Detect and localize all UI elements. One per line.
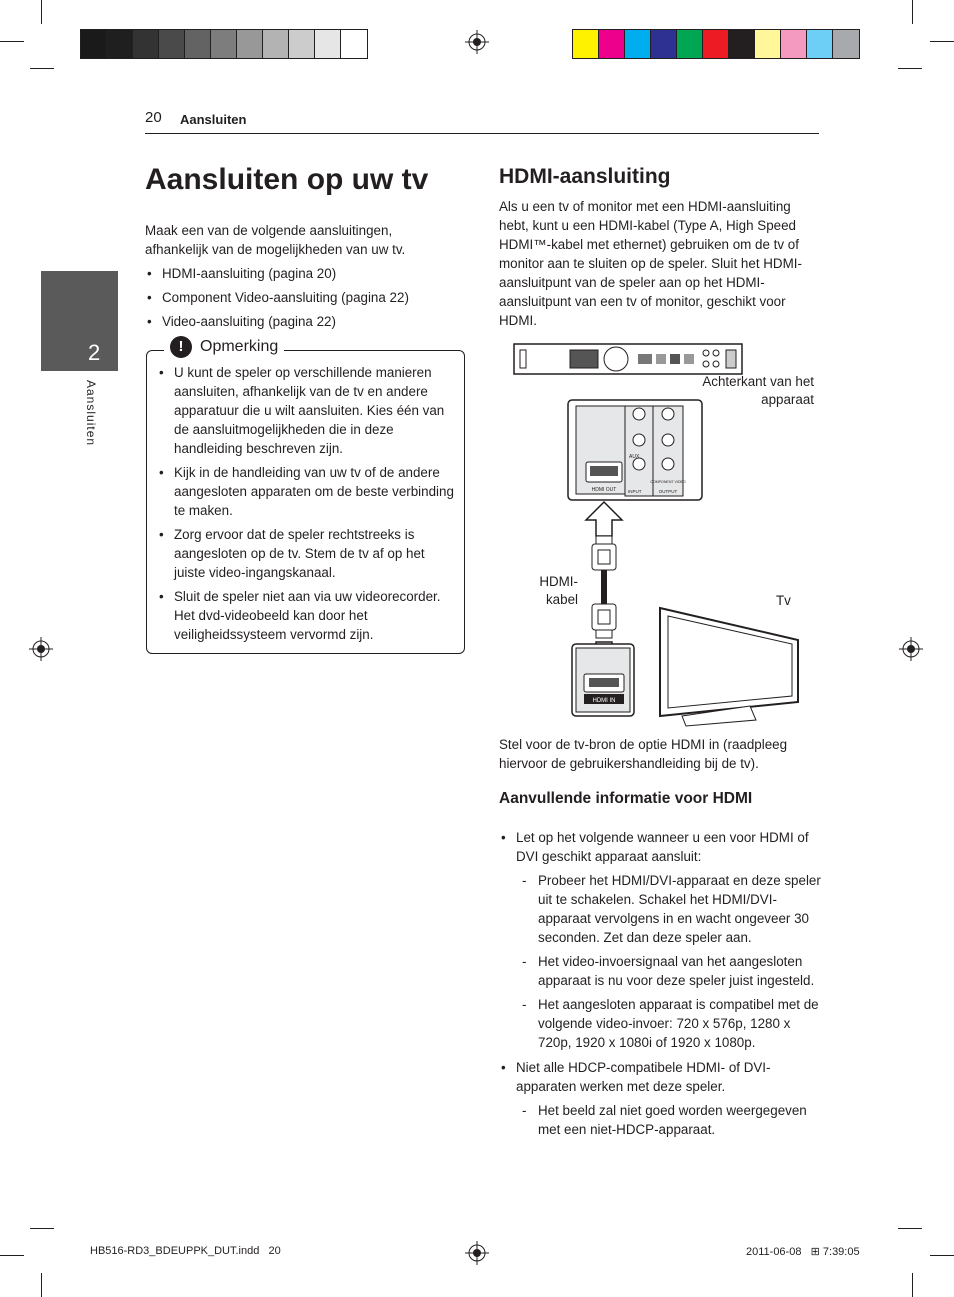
sub-item: - Het video-invoersignaal van het aangesloten apparaat is nu voor deze speler juist ingesteld. <box>516 952 821 990</box>
connection-list <box>145 264 445 331</box>
sub-item: - Het beeld zal niet goed worden weergegeven met een niet-HDCP-apparaat. <box>516 1101 821 1139</box>
list-item <box>499 1058 821 1139</box>
footer-filename: HB516-RD3_BDEUPPK_DUT.indd 20 <box>90 1245 281 1257</box>
up-arrow-icon <box>586 502 622 536</box>
sub-list <box>516 871 821 1052</box>
sub-item: - Het aangesloten apparaat is compatibel met de volgende video-invoer: 720 x 576p, 1280 x 720p, 1920 x 1080i of 1920 x 1080p. <box>516 995 821 1052</box>
color-calibration-bar <box>572 29 860 59</box>
sub-item: - Probeer het HDMI/DVI-apparaat en deze speler uit te schakelen. Schakel het HDMI/DVI-apparaat vervolgens in en wacht ongeveer 30 seconden. Zet dan deze speler aan. <box>516 871 821 947</box>
list-item-text: Niet alle HDCP-compatibele HDMI- of DVI-apparaten werken met deze speler. <box>516 1060 771 1094</box>
crop-mark <box>30 1228 54 1229</box>
chapter-number: 2 <box>88 340 101 365</box>
crop-mark <box>41 0 42 24</box>
crop-mark <box>30 68 54 69</box>
color-swatch <box>651 30 677 58</box>
crop-mark <box>898 1228 922 1229</box>
hdmi-info-list <box>499 828 821 1145</box>
list-item: • Video-aansluiting (pagina 22) <box>145 312 445 331</box>
registration-mark-icon <box>465 30 489 54</box>
color-swatch <box>107 30 133 58</box>
note-title: Opmerking <box>200 338 279 355</box>
color-swatch <box>833 30 859 58</box>
tv-icon <box>660 608 798 716</box>
crop-mark <box>0 1255 24 1256</box>
color-swatch <box>81 30 107 58</box>
note-header <box>164 336 284 358</box>
color-swatch <box>599 30 625 58</box>
cable-plug-bottom <box>592 604 616 630</box>
color-swatch <box>755 30 781 58</box>
crop-mark <box>912 1273 913 1297</box>
color-swatch <box>781 30 807 58</box>
crop-mark <box>930 41 954 42</box>
color-swatch <box>185 30 211 58</box>
crop-mark <box>912 0 913 24</box>
component-label: COMPONENT VIDEO <box>650 480 686 484</box>
registration-mark-icon <box>465 1241 489 1265</box>
crop-mark <box>41 1273 42 1297</box>
color-swatch <box>315 30 341 58</box>
registration-mark-icon <box>899 637 923 661</box>
aux-label: AUX <box>629 454 640 460</box>
color-swatch <box>729 30 755 58</box>
cable-label: HDMI-kabel <box>539 574 578 607</box>
header-rule <box>145 133 819 134</box>
chapter-label: Aansluiten <box>84 380 98 447</box>
color-swatch <box>289 30 315 58</box>
tv-label: Tv <box>776 593 791 608</box>
hdmi-in-label: HDMI IN <box>592 698 616 704</box>
footer-date: 2011-06-08 ⊞ 7:39:05 <box>746 1246 860 1258</box>
color-swatch <box>625 30 651 58</box>
exclamation-icon: ! <box>170 336 192 358</box>
tv-source-text: Stel voor de tv-bron de optie HDMI in (raadpleeg hiervoor de gebruikershandleiding bij de tv). <box>499 737 788 771</box>
note-item: • Kijk in de handleiding van uw tv of de andere aangesloten apparaten om de beste verbinding te maken. <box>157 463 457 520</box>
crop-mark <box>930 1255 954 1256</box>
note-item: • Sluit de speler niet aan via uw videorecorder. Het dvd-videobeeld kan door het veiligheidssysteem vervormd zijn. <box>157 587 457 644</box>
running-header: Aansluiten <box>180 112 247 127</box>
color-swatch <box>237 30 263 58</box>
hdmi-intro: Als u een tv of monitor met een HDMI-aansluiting hebt, kunt u een HDMI-kabel (Type A, High Speed HDMI™-kabel met ethernet) gebruiken om de tv of monitor aan te sluiten op de speler. Sluit het HDMI-aansluitpunt van de speler aan op het HDMI-aansluitpunt van een tv of monitor, geschikt voor HDMI. <box>499 199 802 328</box>
hdmi-cable <box>601 570 607 604</box>
list-item: • HDMI-aansluiting (pagina 20) <box>145 264 445 283</box>
gray-calibration-bar <box>80 29 368 59</box>
color-swatch <box>133 30 159 58</box>
color-swatch <box>159 30 185 58</box>
crop-mark <box>0 41 24 42</box>
color-swatch <box>211 30 237 58</box>
note-item: • Zorg ervoor dat de speler rechtstreeks is aangesloten op de tv. Stem de tv af op het juiste video-ingangskanaal. <box>157 525 457 582</box>
page-title: Aansluiten op uw tv <box>145 163 429 196</box>
list-item: • Component Video-aansluiting (pagina 22) <box>145 288 445 307</box>
color-swatch <box>573 30 599 58</box>
input-label: INPUT <box>628 489 642 494</box>
color-swatch <box>263 30 289 58</box>
note-item: • U kunt de speler op verschillende manieren aansluiten, afhankelijk van de tv en andere apparatuur die u wilt aansluiten. Kies één van de aansluitmogelijkheden die in deze handleiding beschreven zijn. <box>157 363 457 458</box>
subsection-title: Aanvullende informatie voor HDMI <box>499 790 753 807</box>
color-swatch <box>677 30 703 58</box>
cable-plug-top <box>592 544 616 570</box>
sub-list <box>516 1101 821 1139</box>
color-swatch <box>341 30 367 58</box>
registration-mark-icon <box>29 637 53 661</box>
page-number: 20 <box>145 109 162 126</box>
color-swatch <box>703 30 729 58</box>
rear-label: Achterkant van het apparaat <box>702 374 814 407</box>
chapter-tab <box>41 271 118 371</box>
note-box <box>146 350 465 654</box>
color-swatch <box>807 30 833 58</box>
hdmi-out-label: HDMI OUT <box>591 487 617 493</box>
note-list <box>157 363 457 649</box>
section-title: HDMI-aansluiting <box>499 165 671 188</box>
intro-text: Maak een van de volgende aansluitingen, afhankelijk van de mogelijkheden van uw tv. <box>145 223 406 257</box>
crop-mark <box>898 68 922 69</box>
output-label: OUTPUT <box>658 489 678 494</box>
list-item <box>499 828 821 1052</box>
list-item-text: Let op het volgende wanneer u een voor HDMI of DVI geschikt apparaat aansluit: <box>516 830 809 864</box>
